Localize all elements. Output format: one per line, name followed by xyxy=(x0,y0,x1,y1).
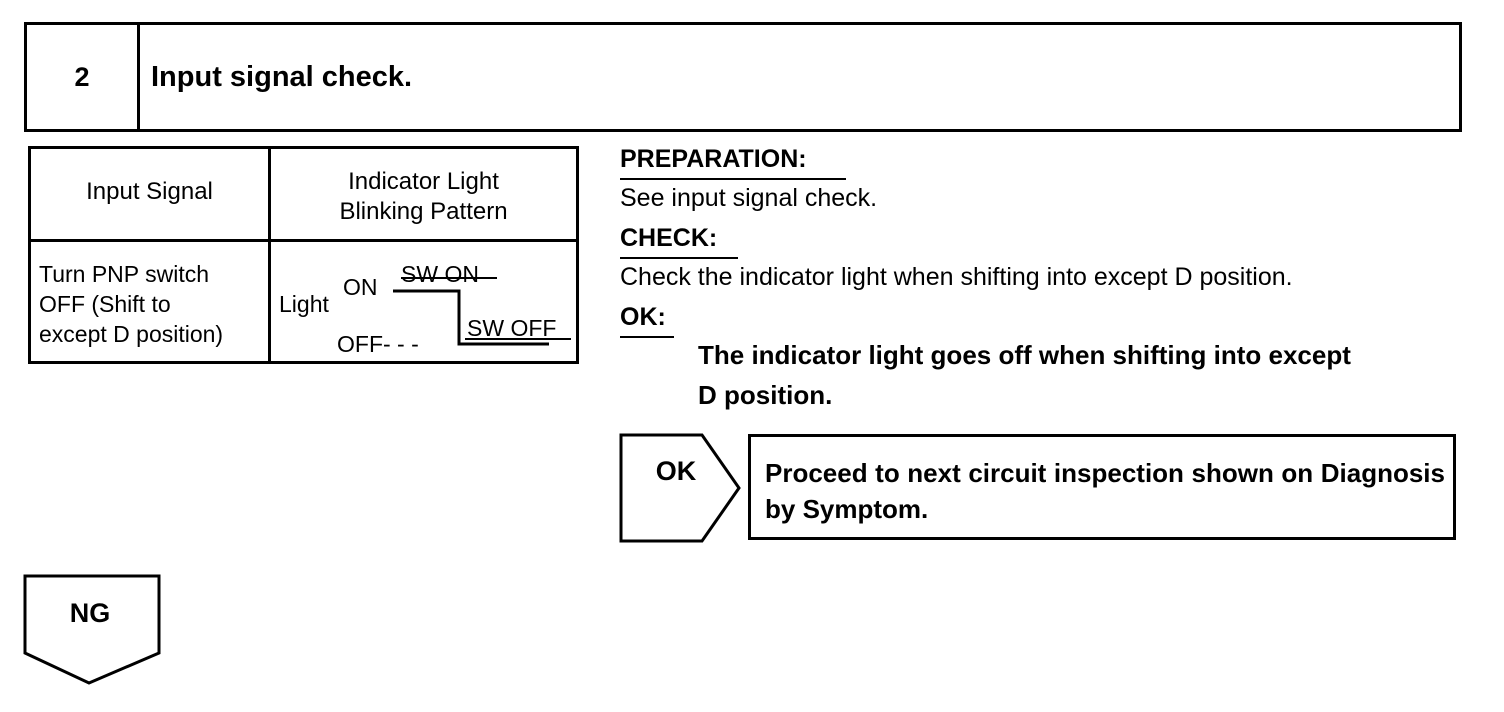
ok-result-line1: The indicator light goes off when shifting into except xyxy=(698,340,1351,370)
diagram-on-label: ON xyxy=(343,274,378,300)
step-header xyxy=(24,22,1462,132)
preparation-text: See input signal check. xyxy=(620,184,878,212)
diagram-sw-off-label: SW OFF xyxy=(467,315,557,341)
input-signal-line2: OFF (Shift to xyxy=(39,291,171,317)
header-divider xyxy=(137,25,140,129)
step-title: Input signal check. xyxy=(151,60,413,93)
ok-heading: OK: xyxy=(620,303,666,331)
step-number: 2 xyxy=(74,61,90,92)
ok-branch-label: OK xyxy=(655,456,697,486)
preparation-underline xyxy=(620,178,846,180)
ok-branch-box xyxy=(748,434,1456,540)
ng-branch-arrow xyxy=(22,573,164,689)
ok-branch-text: Proceed to next circuit inspection shown on Diagnosis by Symptom. xyxy=(765,458,1445,524)
check-underline xyxy=(620,257,738,259)
input-signal-line1: Turn PNP switch xyxy=(39,261,209,287)
ng-branch-label: NG xyxy=(69,598,111,628)
diagram-light-label: Light xyxy=(279,291,329,317)
input-signal-table xyxy=(28,146,579,364)
diagram-off-label: OFF- - - xyxy=(337,331,419,357)
ok-result-line2: D position. xyxy=(698,380,833,410)
check-text: Check the indicator light when shifting into except D position. xyxy=(620,263,1293,291)
ok-branch-arrow xyxy=(618,432,744,544)
ok-underline xyxy=(620,336,674,338)
header-input-signal: Input Signal xyxy=(86,178,213,205)
diagram-sw-on-label: SW ON xyxy=(401,261,479,287)
preparation-heading: PREPARATION: xyxy=(620,145,807,173)
header-indicator-line1: Indicator Light xyxy=(348,168,499,195)
input-signal-line3: except D position) xyxy=(39,321,224,347)
check-heading: CHECK: xyxy=(620,224,718,252)
header-indicator-line2: Blinking Pattern xyxy=(339,198,508,225)
